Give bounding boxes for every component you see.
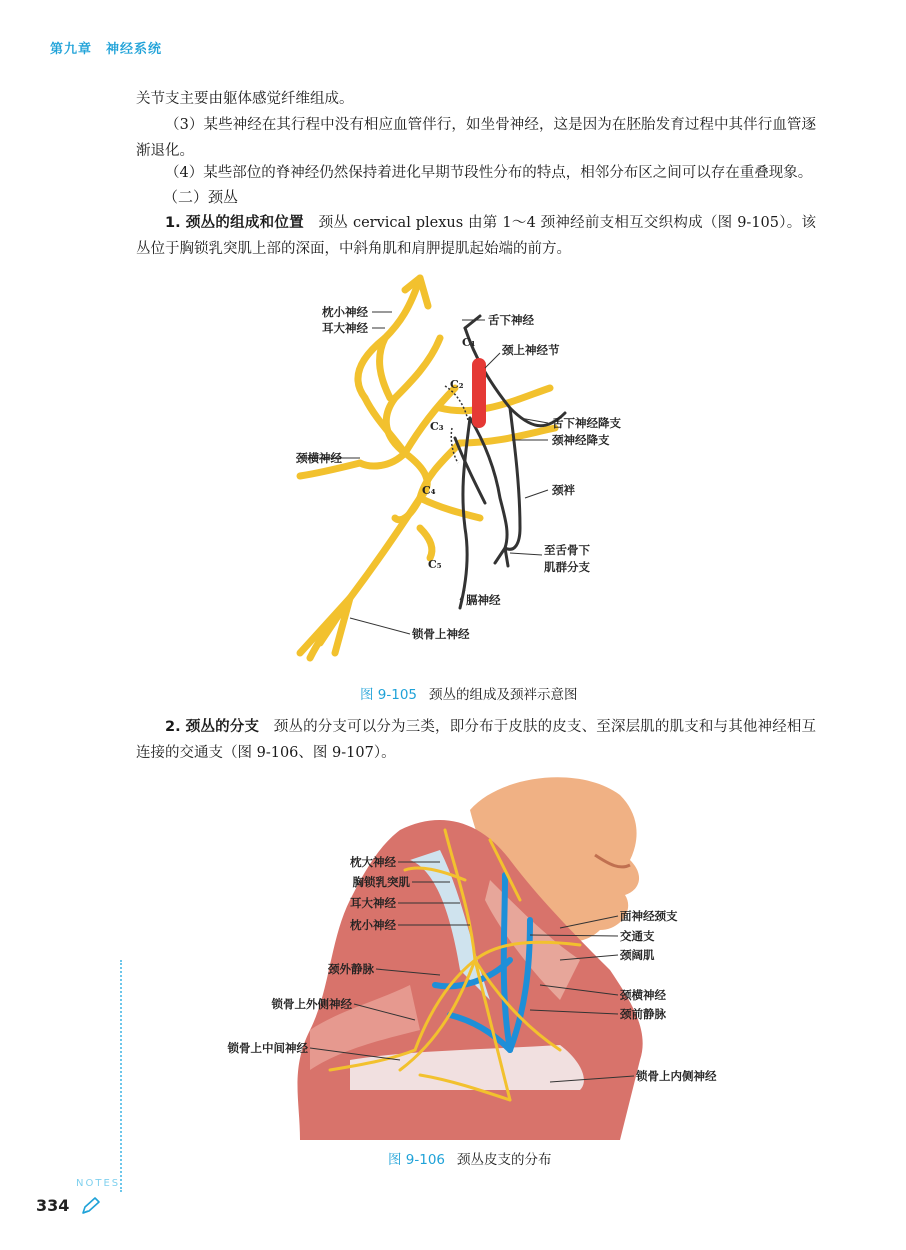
figure-106-caption (388, 1148, 552, 1168)
label-great-auricular-2: 耳大神经 (350, 896, 396, 910)
label-med-supraclav: 锁骨上内侧神经 (636, 1069, 717, 1083)
paragraph-3: （4）某些部位的脊神经仍然保持着进化早期节段性分布的特点，相邻分布区之间可以存在重叠现象。 (165, 165, 813, 181)
chapter-number: 第九章 (50, 42, 93, 57)
label-platysma: 颈阔肌 (620, 948, 655, 962)
label-transverse-cervical-2: 颈横神经 (620, 988, 666, 1002)
label-transverse-cervical: 颈横神经 (296, 451, 342, 465)
label-scm: 胸锁乳突肌 (352, 875, 410, 889)
paragraph-4 (136, 210, 816, 262)
figure-106-number: 图 9-106 (388, 1152, 446, 1168)
paragraph-4-heading: 1. 颈丛的组成和位置 (165, 215, 304, 231)
ganglion-shape (472, 358, 486, 428)
paragraph-5 (136, 714, 816, 766)
label-greater-occipital: 枕大神经 (350, 855, 396, 869)
label-cervical-descending: 颈神经降支 (552, 433, 610, 447)
figure-105-number: 图 9-105 (360, 687, 418, 703)
page-number: 334 (36, 1196, 70, 1215)
paragraph-5-text: 颈丛的分支可以分为三类，即分布于皮肤的皮支、至深层肌的肌支和与其他神经相互连接的交通支（图 9-106、图 9-107）。 (136, 719, 817, 761)
figure-cervical-plexus-diagram (280, 268, 640, 668)
label-infrahyoid-1: 至舌骨下 (544, 543, 590, 557)
label-c4: C₄ (422, 484, 436, 497)
label-superior-ganglion: 颈上神经节 (502, 343, 560, 357)
label-phrenic: 膈神经 (466, 593, 501, 607)
label-hypoglossal: 舌下神经 (488, 313, 534, 327)
label-lesser-occipital-2: 枕小神经 (350, 918, 396, 932)
chapter-header (50, 38, 162, 57)
paragraph-4-text: 颈丛 cervical plexus 由第 1～4 颈神经前支相互交织构成（图 9-105）。该丛位于胸锁乳突肌上部的深面，中斜角肌和肩胛提肌起始端的前方。 (136, 215, 816, 257)
label-supraclavicular: 锁骨上神经 (412, 627, 470, 641)
label-facial-cervical: 面神经颈支 (620, 909, 678, 923)
label-c5: C₅ (428, 558, 442, 571)
paragraph-2: （3）某些神经在其行程中没有相应血管伴行，如坐骨神经，这是因为在胚胎发育过程中其伴行血管逐渐退化。 (136, 117, 816, 159)
figure-106-title: 颈丛皮支的分布 (457, 1152, 552, 1168)
label-communicating: 交通支 (620, 929, 655, 943)
paragraph-5-heading: 2. 颈丛的分支 (165, 719, 260, 735)
label-lat-supraclav: 锁骨上外侧神经 (271, 997, 352, 1011)
pencil-icon (80, 1196, 102, 1216)
label-ansa-cervicalis: 颈袢 (552, 483, 575, 497)
label-int-supraclav: 锁骨上中间神经 (227, 1041, 308, 1055)
paragraph-1: 关节支主要由躯体感觉纤维组成。 (136, 91, 354, 107)
label-ext-jugular: 颈外静脉 (328, 962, 374, 976)
label-lesser-occipital: 枕小神经 (322, 305, 368, 319)
label-c2: C₂ (450, 378, 464, 391)
label-hypoglossal-descending: 舌下神经降支 (552, 416, 621, 430)
figure-neck-cutaneous-nerves (200, 770, 760, 1140)
notes-label: NOTES (76, 1178, 121, 1189)
label-great-auricular: 耳大神经 (322, 321, 368, 335)
chapter-title: 神经系统 (106, 42, 163, 57)
label-ant-jugular: 颈前静脉 (620, 1007, 666, 1021)
figure-105-title: 颈丛的组成及颈袢示意图 (429, 687, 578, 703)
label-c1: C₁ (462, 336, 476, 349)
section-heading: （二）颈丛 (163, 188, 239, 206)
figure-105-caption (360, 683, 578, 703)
label-c3: C₃ (430, 420, 444, 433)
label-infrahyoid-2: 肌群分支 (544, 560, 590, 574)
margin-dotted-line (120, 960, 122, 1192)
